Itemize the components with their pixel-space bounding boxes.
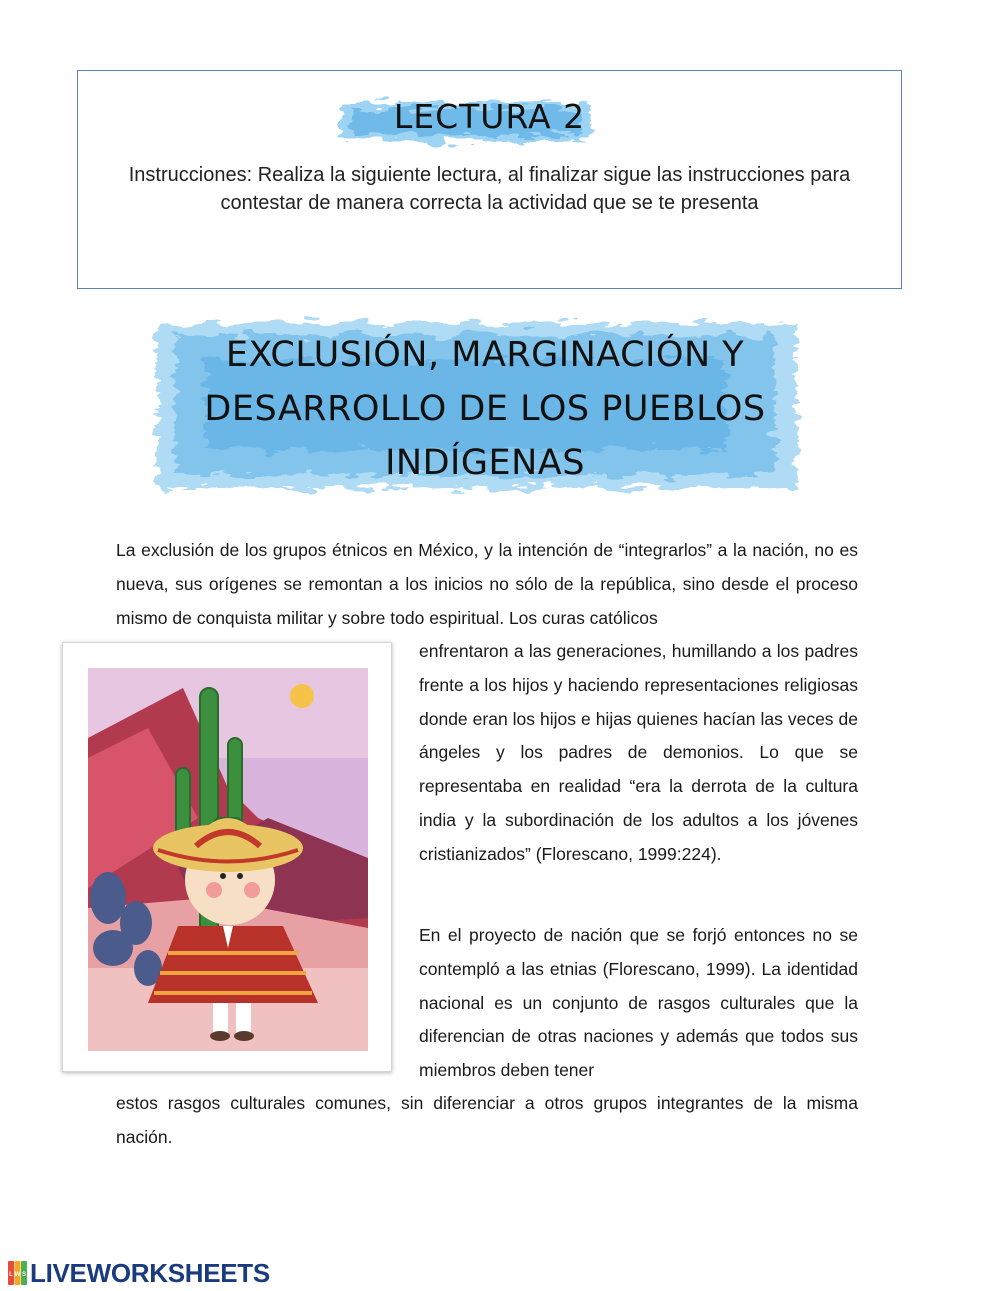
page-title: LECTURA 2 — [393, 97, 586, 136]
logo-badge-letter: W — [14, 1272, 21, 1278]
paragraph: En el proyecto de nación que se forjó entonces no se contempló a las etnias (Florescano, 1999). La identidad nacional es un conjunto de rasgos culturales que la diferencian de otras naciones y además que todos sus miembros deben tener — [419, 925, 858, 1081]
instructions-text: Instrucciones: Realiza la siguiente lectura, al finalizar sigue las instrucciones para contestar de manera correcta la actividad que se te presenta — [128, 164, 851, 214]
instructions-box — [77, 70, 902, 289]
logo-badge-letter: L — [9, 1272, 13, 1278]
reading-title — [145, 328, 825, 490]
logo-text: LIVEWORKSHEETS — [30, 1258, 270, 1288]
logo-badge-icon — [8, 1261, 27, 1285]
mexican-boy-illustration — [88, 668, 368, 1051]
reading-title-line: INDÍGENAS — [385, 443, 585, 483]
logo-badge-letter: S — [21, 1272, 27, 1278]
reading-title-line: DESARROLLO DE LOS PUEBLOS — [204, 389, 766, 429]
paragraph: enfrentaron a las generaciones, humillando a los padres frente a los hijos y haciendo representaciones religiosas donde eran los hijos e hijas quienes hacían las veces de ángeles y los padres de demonios. Lo que se representaba en realidad “era la derrota de la cultura india y la subordinación de los adultos a los jóvenes cristianizados” (Florescano, 1999:224). — [419, 641, 858, 864]
illustration-frame — [62, 642, 392, 1072]
paragraph: estos rasgos culturales comunes, sin diferenciar a otros grupos integrantes de la misma nación. — [116, 1093, 858, 1147]
reading-title-line: EXCLUSIÓN, MARGINACIÓN Y — [225, 335, 745, 375]
paragraph: La exclusión de los grupos étnicos en México, y la intención de “integrarlos” a la nación, no es nueva, sus orígenes se remontan a los inicios no sólo de la república, sino desde el proceso mismo de conquista militar y sobre todo espiritual. Los curas católicos — [116, 540, 858, 628]
